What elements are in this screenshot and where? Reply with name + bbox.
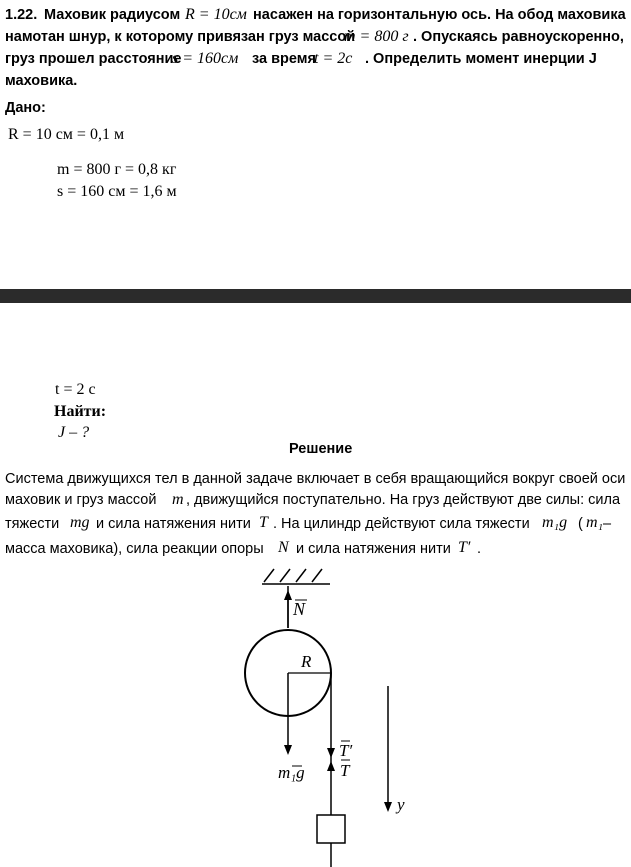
math-distance: s = 160см: [172, 50, 239, 67]
given-radius: R = 10 см = 0,1 м: [8, 126, 125, 143]
solution-text: тяжести: [5, 516, 60, 532]
solution-text: –: [603, 516, 612, 532]
find-target: J – ?: [58, 424, 90, 441]
solution-heading: Решение: [289, 441, 353, 457]
label-y: y: [397, 795, 405, 814]
math-T-prime: T′: [458, 539, 471, 556]
y-axis-arrow: [384, 686, 392, 812]
solution-text: Система движущихся тел в данной задаче включает в себя вращающийся вокруг своей оси: [5, 471, 626, 487]
math-m1g: m₁g: [542, 514, 568, 531]
problem-text: груз прошел расстояние: [5, 51, 182, 67]
math-mg: mg: [70, 514, 90, 531]
problem-text: Маховик радиусом: [44, 7, 181, 23]
problem-text: насажен на горизонтальную ось. На обод маховика: [253, 7, 626, 23]
problem-text: . Опускаясь равноускоренно,: [413, 29, 624, 45]
math-m: m: [172, 491, 184, 508]
math-m1: m₁: [586, 514, 604, 531]
solution-text: и сила натяжения нити: [296, 541, 451, 557]
force-N-arrow: [284, 590, 292, 628]
math-time: t = 2с: [314, 50, 353, 67]
given-time: t = 2 с: [55, 381, 96, 398]
solution-text: .: [477, 541, 482, 557]
force-T-arrowhead: [327, 761, 335, 771]
solution-text: маховик и груз массой: [5, 492, 157, 508]
label-N: N: [293, 599, 306, 619]
solution-text: (: [578, 516, 583, 532]
label-T: T: [340, 761, 350, 780]
math-radius: R = 10см: [185, 6, 247, 23]
math-N: N: [278, 539, 289, 556]
load-block: [317, 815, 345, 843]
given-distance: s = 160 см = 1,6 м: [57, 183, 177, 200]
solution-text: . На цилиндр действуют сила тяжести: [273, 516, 530, 532]
solution-text: масса маховика), сила реакции опоры: [5, 541, 264, 557]
label-T-prime: T′: [339, 741, 353, 760]
problem-text: за время: [252, 51, 316, 67]
ceiling-support: [262, 569, 330, 584]
problem-text: маховика.: [5, 73, 78, 89]
problem-text: намотан шнур, к которому привязан груз массой: [5, 29, 356, 45]
problem-text: . Определить момент инерции J: [365, 51, 597, 67]
problem-number: 1.22.: [5, 7, 38, 23]
math-mass: m = 800 г: [344, 28, 409, 45]
math-T: T: [259, 514, 268, 531]
given-heading: Дано:: [5, 100, 46, 116]
force-m1g-arrow: [284, 673, 292, 755]
solution-text: и сила натяжения нити: [96, 516, 251, 532]
solution-text: , движущийся поступательно. На груз действуют две силы: сила: [186, 492, 621, 508]
given-mass: m = 800 г = 0,8 кг: [57, 161, 177, 178]
label-m1g: m₁g: [278, 763, 305, 782]
label-R: R: [301, 652, 312, 671]
force-T-prime-arrowhead: [327, 748, 335, 758]
find-heading: Найти:: [54, 403, 107, 420]
